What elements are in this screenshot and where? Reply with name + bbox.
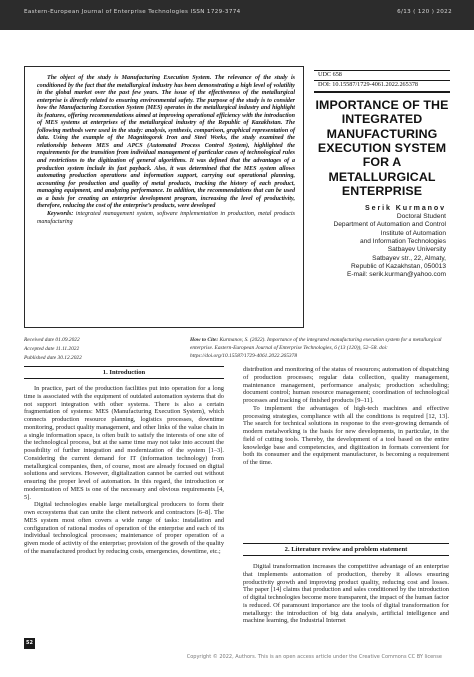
- received-date: Received date 01.09.2022: [24, 337, 80, 343]
- paragraph: Digital technologies enable large metallurgical producers to form their own ecosystems that can unite the client network and contractors [6–8]. The MES system most often covers a wide range of tasks: installation and configuration of rational modes of operation of the enterprise and each of its individual technological processes; maintenance of proper operation of a given mode of activity of the enterprise; provision of the growth of the quality of the manufactured product by reducing costs, emergencies, downtime, etc.;: [24, 501, 225, 555]
- keywords: [37, 211, 295, 226]
- author-position: Doctoral Student: [396, 213, 446, 221]
- right-column-top: [243, 366, 449, 467]
- author-block: [314, 203, 450, 279]
- article-dates: [24, 336, 82, 363]
- left-column: [24, 385, 224, 556]
- author-name: Serik Kurmanov: [364, 204, 446, 213]
- abstract-box: [24, 66, 304, 328]
- author-address: Satbayev str., 22, Almaty,: [372, 254, 446, 262]
- udc-code: UDC 658: [318, 71, 342, 78]
- author-university: Satbayev University: [387, 246, 446, 254]
- issue-info: 6/13 ( 120 ) 2022: [397, 9, 452, 15]
- journal-header-bar: [0, 0, 474, 30]
- cite-label: How to Cite:: [190, 337, 219, 343]
- author-institute-cont: and Information Technologies: [359, 238, 446, 246]
- copyright-notice: Copyright © 2022, Authors. This is an open access article under the Creative Commons CC BY license: [186, 654, 442, 660]
- article-title: IMPORTANCE OF THE INTEGRATED MANUFACTURING EXECUTION SYSTEM FOR A METALLURGICAL ENTERPRISE: [315, 98, 449, 198]
- author-country: Republic of Kazakhstan, 050013: [351, 262, 446, 270]
- paragraph: Digital transformation increases the competitive advantage of an enterprise that implements automation of production, thereby it allows ensuring productivity growth and improving product quality, reducing cost and losses. The paper [14] claims that production and sales conditioned by the introduction of digital technologies become more transparent, the impact of the human factor is reduced. Of paramount importance are the tools of digital transformation for metallurgy: the introduction of big data analysis, artificial intelligence and machine learning, the Industrial Internet: [243, 563, 449, 625]
- udc-rule-bottom: [314, 91, 450, 94]
- section-heading-literature-review: 2. Literature review and problem statement: [243, 543, 449, 556]
- paragraph: To implement the advantages of high-tech machines and effective processing strategies, compliance with all the conditions is required [12, 13]. The search for technical solutions in response to the ever-growing demands of modern metalworking is the basis for new developments, in particular, in the field of cutting tools. Thereby, the development of a tool based on the entire knowledge base and competencies, and digitization in formats convenient for both its consumer and the equipment manufacturer, is becoming a requirement of the time.: [243, 404, 449, 466]
- paragraph: distribution and monitoring of the status of resources; automation of dispatching of production processes; regular data collection, quality management, maintenance management, performance analysis; production scheduling; document control; human resource management; coordination of technological processes and tracking of finished products [9–11].: [243, 366, 449, 404]
- journal-name: Eastern-European Journal of Enterprise Technologies ISSN 1729-3774: [24, 9, 241, 15]
- page-number: 52: [24, 638, 35, 649]
- paragraph: In practice, part of the production facilities put into operation for a long time is associated with the equipment of outdated automation systems that do not support integration with other systems. There is also a certain fragmentation of systems: MES (Manufacturing Execution System), which connects production resource planning, logistics processes, downtime monitoring, product quality management, and other links of the value chain in a single information space, is often built to satisfy the interests of one site of the technological process, but at the same time may not take into account the possibility of further integration and modernization of the system [1–3]. Considering the current demand for IT (information technology) from metallurgical companies, then, of course, most are already focused on digital solutions and services. However, digitalization cannot be carried out without ensuring the proper level of automation. In this regard, the introduction or modernization of MES is one of the necessary and obvious requirements [4, 5].: [24, 385, 224, 501]
- author-institute: Institute of Automation: [380, 229, 446, 237]
- article-heading-block: [314, 69, 450, 280]
- author-department: Department of Automation and Control: [333, 221, 446, 229]
- published-date: Published date 30.12.2022: [24, 355, 82, 361]
- accepted-date: Accepted date 11.11.2022: [24, 346, 80, 352]
- keywords-label: Keywords:: [47, 211, 74, 218]
- cite-text: Kurmanov, S. (2022). Importance of the integrated manufacturing execution system for a metallurgical enterprise. Eastern-European Journal of Enterprise Technologies, 6 (13 (120)), 52–58. doi: https://doi.org/10.15587/1729-4061.2022.265378: [190, 337, 442, 359]
- keywords-text: integrated management system, software implementation in production, metal products manufacturing: [37, 211, 296, 225]
- abstract-text: The object of the study is Manufacturing Execution System. The relevance of the study is conditioned by the fact that the metallurgical industry has been demonstrating a high level of volatility in the global market over the past few years. The issue of the effectiveness of the metallurgical enterprise is directly related to ensuring environmental safety. The purpose of the study is to consider how the Manufacturing Execution System (MES) operates in the metallurgical industry and highlight its features, offering recommendations aimed at improving operational efficiency with the introduction of MES systems at enterprises of the metallurgical industry of the Republic of Kazakhstan. The following methods were used in the study: analysis, synthesis, comparison, graphical representation of data. Using the example of the Magnitogorsk Iron and Steel Works, the study examined the relationship between MES and APCS (Automated Process Control System), highlighted the requirements for the transition from individual management of particular cases of technological rules and restrictions to the digitization of general algorithms. It was defined that the advantages of a production system include its fast payback. Also, it was determined that the MES system allows automating production operations and information support, carrying out operational planning, accounting for production and quality of metal products, tracking the history of each product, managing equipment, and analyzing performance. In addition, the recommendations that can be used as a basis for creating an enterprise development program, increasing the level of productivity, therefore, reducing the cost of the enterprise’s products, were developed: [37, 75, 295, 210]
- section-heading-introduction: 1. Introduction: [24, 366, 224, 379]
- doi-link[interactable]: DOI: 10.15587/1729-4061.2022.265378: [318, 81, 419, 88]
- author-email[interactable]: E-mail: serik.kurman@yahoo.com: [346, 271, 446, 279]
- how-to-cite: [190, 336, 454, 360]
- right-column-bottom: [243, 563, 449, 625]
